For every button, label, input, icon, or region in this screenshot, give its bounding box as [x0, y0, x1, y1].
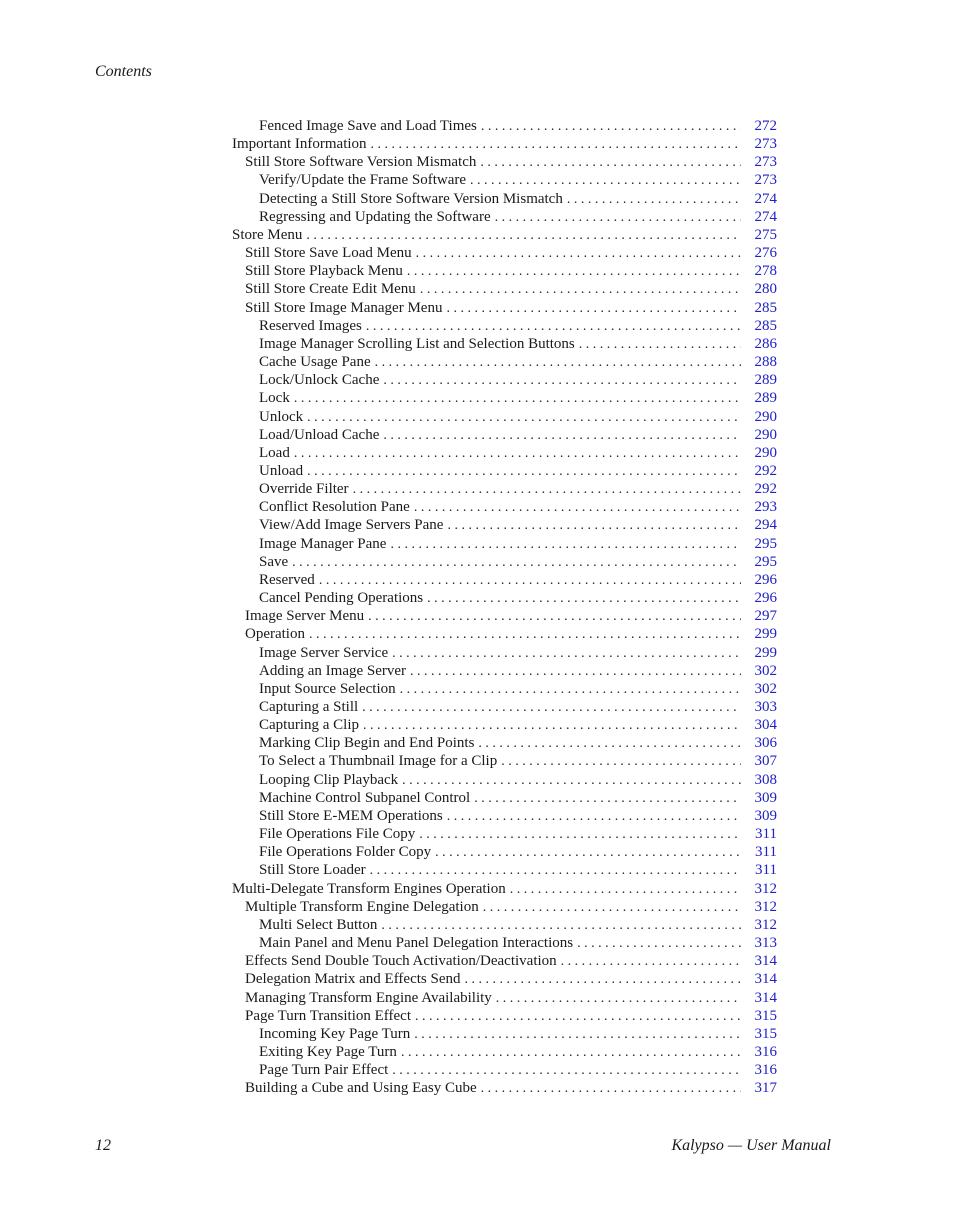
toc-entry-title: Operation [245, 626, 305, 643]
toc-entry[interactable] [232, 171, 777, 189]
toc-entry-title: Input Source Selection [259, 680, 396, 697]
toc-entry[interactable] [232, 516, 777, 534]
toc-entry[interactable] [232, 190, 777, 208]
toc-entry[interactable] [232, 389, 777, 407]
toc-page-link[interactable]: 274 [754, 208, 777, 225]
toc-dot-leader [435, 844, 741, 861]
toc-entry-title: Image Server Menu [245, 608, 365, 625]
toc-dot-leader [447, 808, 741, 825]
toc-entry[interactable] [232, 989, 777, 1007]
toc-page-link[interactable]: 285 [754, 299, 777, 316]
toc-entry[interactable] [232, 408, 777, 426]
toc-page-link[interactable]: 290 [754, 426, 777, 443]
toc-entry-title: Managing Transform Engine Availability [245, 989, 492, 1006]
toc-entry[interactable] [232, 244, 777, 262]
toc-page-link[interactable]: 276 [754, 245, 777, 262]
toc-entry[interactable] [232, 317, 777, 335]
toc-entry-title: Load [259, 444, 290, 461]
toc-page-link[interactable]: 273 [754, 136, 777, 153]
toc-page-link[interactable]: 307 [754, 753, 777, 770]
toc-dot-leader [501, 753, 741, 770]
toc-page-link[interactable]: 303 [754, 699, 777, 715]
toc-entry-title: File Operations Folder Copy [259, 844, 432, 861]
toc-entry[interactable] [232, 680, 777, 698]
manual-title: Kalypso — User Manual [671, 1137, 831, 1154]
toc-entry-title: Machine Control Subpanel Control [259, 789, 471, 806]
toc-entry-title: Multi-Delegate Transform Engines Operation [232, 880, 506, 897]
toc-dot-leader [427, 590, 741, 607]
toc-dot-leader [319, 572, 741, 589]
toc-dot-leader [392, 1062, 741, 1079]
toc-dot-leader [375, 354, 741, 371]
toc-entry-title: Effects Send Double Touch Activation/Deactivation [245, 953, 557, 970]
toc-entry-title: Multi Select Button [259, 916, 378, 933]
toc-entry[interactable] [232, 734, 777, 752]
toc-entry[interactable] [232, 262, 777, 280]
table-of-contents [232, 117, 777, 1097]
toc-entry[interactable] [232, 135, 777, 153]
toc-entry-title: Cache Usage Pane [259, 354, 371, 371]
toc-entry[interactable] [232, 571, 777, 589]
toc-page-link[interactable]: 316 [754, 1062, 777, 1079]
toc-entry-title: Fenced Image Save and Load Times [259, 118, 477, 134]
toc-entry[interactable] [232, 1043, 777, 1061]
toc-dot-leader [474, 790, 741, 807]
toc-page-link[interactable]: 309 [754, 789, 777, 806]
toc-dot-leader [483, 899, 741, 916]
toc-entry[interactable] [232, 553, 777, 571]
toc-dot-leader [392, 645, 741, 662]
toc-entry-title: Building a Cube and Using Easy Cube [245, 1080, 477, 1097]
toc-page-link[interactable]: 314 [754, 953, 777, 970]
toc-entry[interactable] [232, 898, 777, 916]
toc-dot-leader [294, 390, 741, 407]
toc-page-link[interactable]: 292 [754, 462, 777, 479]
toc-entry[interactable] [232, 843, 777, 861]
toc-dot-leader [307, 463, 741, 480]
toc-entry-title: Still Store Playback Menu [245, 263, 403, 280]
toc-page-link[interactable]: 313 [754, 935, 777, 952]
toc-dot-leader [292, 554, 741, 571]
toc-dot-leader [390, 536, 741, 553]
toc-entry-title: Page Turn Transition Effect [245, 1007, 411, 1024]
toc-entry-title: Lock [259, 390, 290, 407]
toc-dot-leader [478, 735, 741, 752]
toc-entry[interactable] [232, 226, 777, 244]
toc-entry[interactable] [232, 644, 777, 662]
toc-entry-title: Exiting Key Page Turn [259, 1043, 397, 1060]
toc-entry[interactable] [232, 353, 777, 371]
toc-entry-title: Detecting a Still Store Software Version Mismatch [259, 190, 563, 207]
toc-dot-leader [447, 517, 741, 534]
toc-dot-leader [480, 154, 741, 171]
toc-entry-title: Load/Unload Cache [259, 426, 380, 443]
toc-page-link[interactable]: 302 [754, 662, 777, 679]
toc-page-link[interactable]: 295 [754, 553, 777, 570]
toc-dot-leader [510, 881, 741, 898]
toc-dot-leader [446, 300, 741, 317]
toc-entry-title: Still Store E-MEM Operations [259, 807, 443, 824]
toc-entry[interactable] [232, 444, 777, 462]
toc-entry[interactable] [232, 825, 777, 843]
toc-page-link[interactable]: 299 [754, 644, 777, 661]
toc-dot-leader [465, 971, 742, 988]
toc-entry-title: Still Store Image Manager Menu [245, 299, 443, 316]
toc-dot-leader [577, 935, 741, 952]
toc-dot-leader [410, 663, 741, 680]
toc-dot-leader [400, 681, 741, 698]
toc-page-link[interactable]: 286 [754, 335, 777, 352]
toc-entry[interactable] [232, 280, 777, 298]
toc-entry-title: Delegation Matrix and Effects Send [245, 971, 461, 988]
toc-dot-leader [481, 118, 741, 135]
toc-dot-leader [401, 1044, 741, 1061]
toc-entry[interactable] [232, 771, 777, 789]
toc-entry-title: File Operations File Copy [259, 826, 416, 843]
toc-dot-leader [579, 336, 741, 353]
toc-dot-leader [381, 917, 741, 934]
toc-dot-leader [567, 191, 741, 208]
toc-page-link[interactable]: 302 [754, 680, 777, 697]
toc-dot-leader [362, 699, 741, 716]
toc-entry-title: Still Store Software Version Mismatch [245, 154, 477, 171]
toc-entry-title: To Select a Thumbnail Image for a Clip [259, 753, 498, 770]
toc-dot-leader [363, 717, 741, 734]
toc-entry[interactable] [232, 934, 777, 952]
toc-page-link[interactable]: 293 [754, 499, 777, 516]
toc-page-link[interactable]: 316 [754, 1043, 777, 1060]
toc-entry[interactable] [232, 752, 777, 770]
toc-entry-title: Regressing and Updating the Software [259, 208, 491, 225]
toc-entry[interactable] [232, 371, 777, 389]
toc-entry[interactable] [232, 153, 777, 171]
toc-entry[interactable] [232, 117, 777, 135]
toc-dot-leader [407, 263, 741, 280]
toc-entry-title: Store Menu [232, 226, 303, 243]
toc-dot-leader [309, 626, 741, 643]
toc-page-link[interactable]: 315 [754, 1025, 777, 1042]
toc-page-link[interactable]: 275 [754, 226, 777, 243]
toc-entry-title: Conflict Resolution Pane [259, 499, 410, 516]
toc-page-link[interactable]: 290 [754, 444, 777, 461]
toc-page-link[interactable]: 295 [754, 535, 777, 552]
toc-dot-leader [402, 772, 741, 789]
toc-page-link[interactable]: 306 [754, 735, 777, 752]
toc-entry[interactable] [232, 607, 777, 625]
toc-entry-title: Adding an Image Server [259, 662, 407, 679]
toc-entry[interactable] [232, 1061, 777, 1079]
toc-entry-title: Verify/Update the Frame Software [259, 172, 467, 189]
toc-entry-title: Still Store Save Load Menu [245, 245, 412, 262]
toc-entry-title: Cancel Pending Operations [259, 590, 424, 607]
toc-entry[interactable] [232, 916, 777, 934]
toc-page-link[interactable]: 280 [754, 281, 777, 298]
page-number: 12 [95, 1137, 111, 1154]
toc-entry-title: Main Panel and Menu Panel Delegation Interactions [259, 935, 574, 952]
toc-page-link[interactable]: 289 [754, 372, 777, 389]
toc-entry-title: Unload [259, 462, 304, 479]
toc-page-link[interactable]: 314 [754, 989, 777, 1006]
toc-entry-title: Marking Clip Begin and End Points [259, 735, 475, 752]
toc-entry[interactable] [232, 880, 777, 898]
toc-entry-title: Still Store Loader [259, 862, 366, 879]
toc-page-link[interactable]: 289 [754, 390, 777, 407]
toc-dot-leader [383, 427, 741, 444]
toc-dot-leader [414, 1026, 741, 1043]
toc-page-link[interactable]: 317 [754, 1080, 777, 1097]
toc-page-link[interactable]: 296 [754, 571, 777, 588]
toc-dot-leader [307, 409, 741, 426]
toc-page-link[interactable]: 311 [755, 862, 777, 879]
toc-entry[interactable] [232, 625, 777, 643]
toc-dot-leader [420, 281, 741, 298]
toc-entry[interactable] [232, 462, 777, 480]
toc-entry-title: Important Information [232, 136, 367, 153]
toc-page-link[interactable]: 288 [754, 354, 777, 371]
toc-page-link[interactable]: 312 [754, 898, 777, 915]
toc-page-link[interactable]: 312 [754, 880, 777, 897]
toc-entry[interactable] [232, 807, 777, 825]
toc-entry[interactable] [232, 535, 777, 553]
toc-entry-title: Still Store Create Edit Menu [245, 281, 416, 298]
toc-page-link[interactable]: 308 [754, 771, 777, 788]
toc-page-link[interactable]: 272 [754, 118, 777, 134]
toc-dot-leader [415, 1008, 741, 1025]
toc-entry[interactable] [232, 789, 777, 807]
toc-entry[interactable] [232, 1007, 777, 1025]
toc-entry[interactable] [232, 952, 777, 970]
toc-dot-leader [306, 227, 741, 244]
toc-page-link[interactable]: 290 [754, 408, 777, 425]
toc-page-link[interactable]: 314 [754, 971, 777, 988]
toc-entry[interactable] [232, 698, 777, 716]
toc-page-link[interactable]: 311 [755, 844, 777, 861]
toc-entry-title: Image Server Service [259, 644, 389, 661]
toc-page-link[interactable]: 292 [754, 481, 777, 498]
toc-entry[interactable] [232, 970, 777, 988]
toc-entry-title: Page Turn Pair Effect [259, 1062, 389, 1079]
toc-page-link[interactable]: 312 [754, 916, 777, 933]
toc-dot-leader [371, 136, 741, 153]
toc-dot-leader [495, 209, 741, 226]
toc-entry-title: Multiple Transform Engine Delegation [245, 898, 479, 915]
running-header: Contents [95, 63, 152, 80]
toc-dot-leader [294, 445, 741, 462]
toc-entry[interactable] [232, 335, 777, 353]
toc-entry-title: Reserved Images [259, 317, 362, 334]
toc-page-link[interactable]: 309 [754, 807, 777, 824]
toc-entry[interactable] [232, 589, 777, 607]
toc-page-link[interactable]: 285 [754, 317, 777, 334]
toc-page-link[interactable]: 273 [754, 172, 777, 189]
toc-dot-leader [419, 826, 741, 843]
toc-entry[interactable] [232, 208, 777, 226]
toc-page-link[interactable]: 278 [754, 263, 777, 280]
toc-page-link[interactable]: 296 [754, 590, 777, 607]
toc-page-link[interactable]: 297 [754, 608, 777, 625]
toc-entry-title: Image Manager Scrolling List and Selection Buttons [259, 335, 575, 352]
toc-entry[interactable] [232, 1025, 777, 1043]
toc-entry[interactable] [232, 498, 777, 516]
toc-entry-title: Incoming Key Page Turn [259, 1025, 411, 1042]
toc-entry[interactable] [232, 1079, 777, 1097]
toc-dot-leader [481, 1080, 741, 1097]
toc-entry-title: Override Filter [259, 481, 349, 498]
toc-dot-leader [470, 172, 741, 189]
toc-entry-title: View/Add Image Servers Pane [259, 517, 444, 534]
toc-entry[interactable] [232, 480, 777, 498]
toc-entry[interactable] [232, 299, 777, 317]
toc-page-link[interactable]: 274 [754, 190, 777, 207]
toc-entry[interactable] [232, 662, 777, 680]
toc-dot-leader [370, 862, 741, 879]
toc-entry-title: Capturing a Still [259, 699, 359, 715]
toc-dot-leader [368, 608, 741, 625]
toc-dot-leader [383, 372, 741, 389]
toc-page-link[interactable]: 299 [754, 626, 777, 643]
toc-page-link[interactable]: 273 [754, 154, 777, 171]
toc-entry[interactable] [232, 861, 777, 879]
toc-entry-title: Unlock [259, 408, 304, 425]
toc-entry-title: Image Manager Pane [259, 535, 387, 552]
toc-entry-title: Save [259, 553, 289, 570]
toc-dot-leader [416, 245, 741, 262]
toc-entry-title: Reserved [259, 571, 315, 588]
toc-dot-leader [414, 499, 741, 516]
toc-entry[interactable] [232, 716, 777, 734]
toc-page-link[interactable]: 315 [754, 1007, 777, 1024]
toc-entry[interactable] [232, 426, 777, 444]
toc-page-link[interactable]: 294 [754, 517, 777, 534]
toc-dot-leader [366, 318, 741, 335]
toc-page-link[interactable]: 304 [754, 717, 777, 734]
toc-entry-title: Lock/Unlock Cache [259, 372, 380, 389]
toc-entry-title: Looping Clip Playback [259, 771, 399, 788]
toc-dot-leader [496, 990, 741, 1007]
toc-entry-title: Capturing a Clip [259, 717, 359, 734]
toc-dot-leader [353, 481, 741, 498]
toc-dot-leader [561, 953, 741, 970]
toc-page-link[interactable]: 311 [755, 826, 777, 843]
